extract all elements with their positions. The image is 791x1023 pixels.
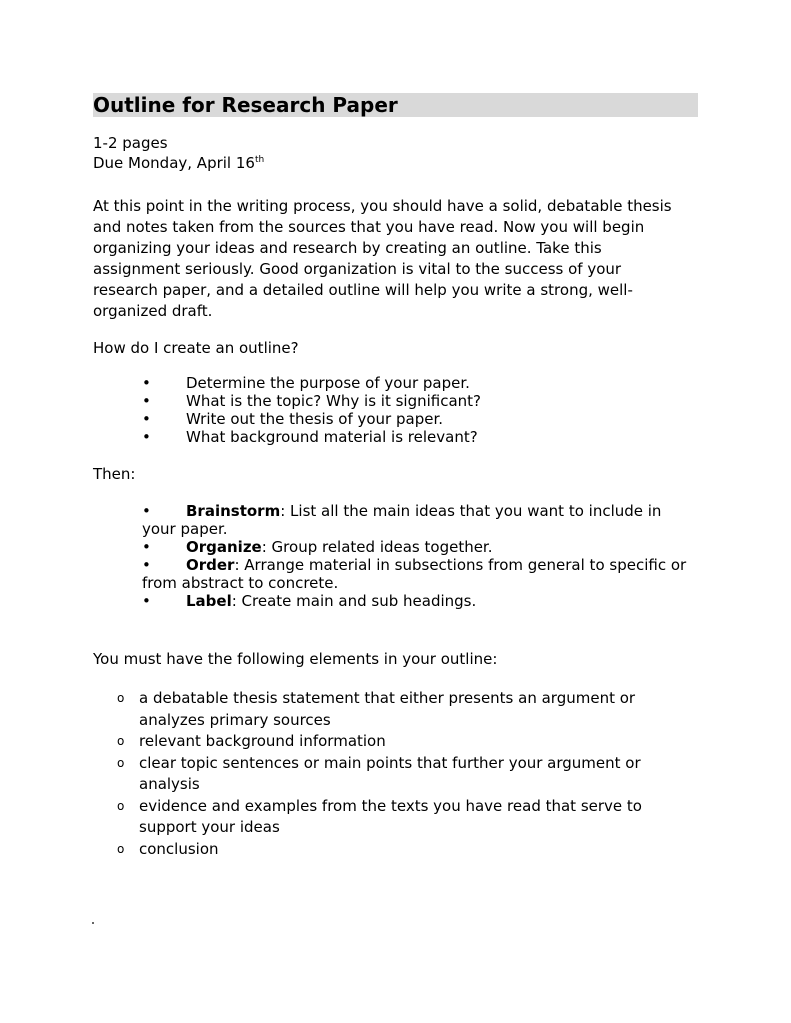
action-text: : Group related ideas together. xyxy=(261,538,493,556)
element-text: evidence and examples from the texts you have read that serve to xyxy=(139,796,642,815)
action-term: Label xyxy=(186,592,232,610)
intro-line: organized draft. xyxy=(93,302,213,320)
due-date-suffix: th xyxy=(254,155,265,165)
elements-heading: You must have the following elements in your outline: xyxy=(93,650,498,668)
intro-line: assignment seriously. Good organization is vital to the success of your xyxy=(93,260,622,278)
action-continuation: your paper. xyxy=(142,520,228,538)
circle-bullet-icon: o xyxy=(117,798,125,813)
circle-bullet-icon: o xyxy=(117,755,125,770)
action-term: Organize xyxy=(186,538,262,556)
intro-line: At this point in the writing process, you should have a solid, debatable thesis xyxy=(93,197,672,215)
bullet-icon: • xyxy=(142,556,151,574)
due-date-text: Due Monday, April 16 xyxy=(93,154,255,172)
page-mark xyxy=(92,922,94,924)
question-heading: How do I create an outline? xyxy=(93,339,299,357)
action-text: : Create main and sub headings. xyxy=(231,592,477,610)
intro-line: research paper, and a detailed outline will help you write a strong, well- xyxy=(93,281,633,299)
step-text: Determine the purpose of your paper. xyxy=(186,374,470,392)
element-text: clear topic sentences or main points that further your argument or xyxy=(139,753,641,772)
element-text-continuation: analysis xyxy=(139,775,200,793)
step-text: What is the topic? Why is it significant? xyxy=(186,392,482,410)
step-text: Write out the thesis of your paper. xyxy=(186,410,444,428)
action-continuation: from abstract to concrete. xyxy=(142,574,339,592)
intro-paragraph xyxy=(93,196,703,322)
page-title: Outline for Research Paper xyxy=(93,93,698,117)
bullet-icon: • xyxy=(142,502,151,520)
action-term: Brainstorm xyxy=(186,502,281,520)
page-length: 1-2 pages xyxy=(93,134,168,152)
action-text: : Arrange material in subsections from general to specific or xyxy=(234,556,687,574)
bullet-icon: • xyxy=(142,374,151,392)
element-text-continuation: analyzes primary sources xyxy=(139,710,331,729)
bullet-icon: • xyxy=(142,538,151,556)
element-text: conclusion xyxy=(139,839,219,858)
bullet-icon: • xyxy=(142,592,151,610)
step-text: What background material is relevant? xyxy=(186,428,478,446)
bullet-icon: • xyxy=(142,410,151,428)
intro-line: organizing your ideas and research by creating an outline. Take this xyxy=(93,239,602,257)
bullet-icon: • xyxy=(142,428,151,446)
bullet-icon: • xyxy=(142,392,151,410)
circle-bullet-icon: o xyxy=(117,841,125,856)
element-text: relevant background information xyxy=(139,732,386,750)
due-date xyxy=(93,154,264,172)
then-heading: Then: xyxy=(93,465,136,483)
circle-bullet-icon: o xyxy=(117,691,125,705)
circle-bullet-icon: o xyxy=(117,734,125,748)
action-term: Order xyxy=(186,556,235,574)
action-text: : List all the main ideas that you want to include in xyxy=(280,502,662,520)
element-text-continuation: support your ideas xyxy=(139,818,280,836)
element-text: a debatable thesis statement that either presents an argument or xyxy=(139,689,636,707)
intro-line: and notes taken from the sources that you have read. Now you will begin xyxy=(93,218,645,236)
